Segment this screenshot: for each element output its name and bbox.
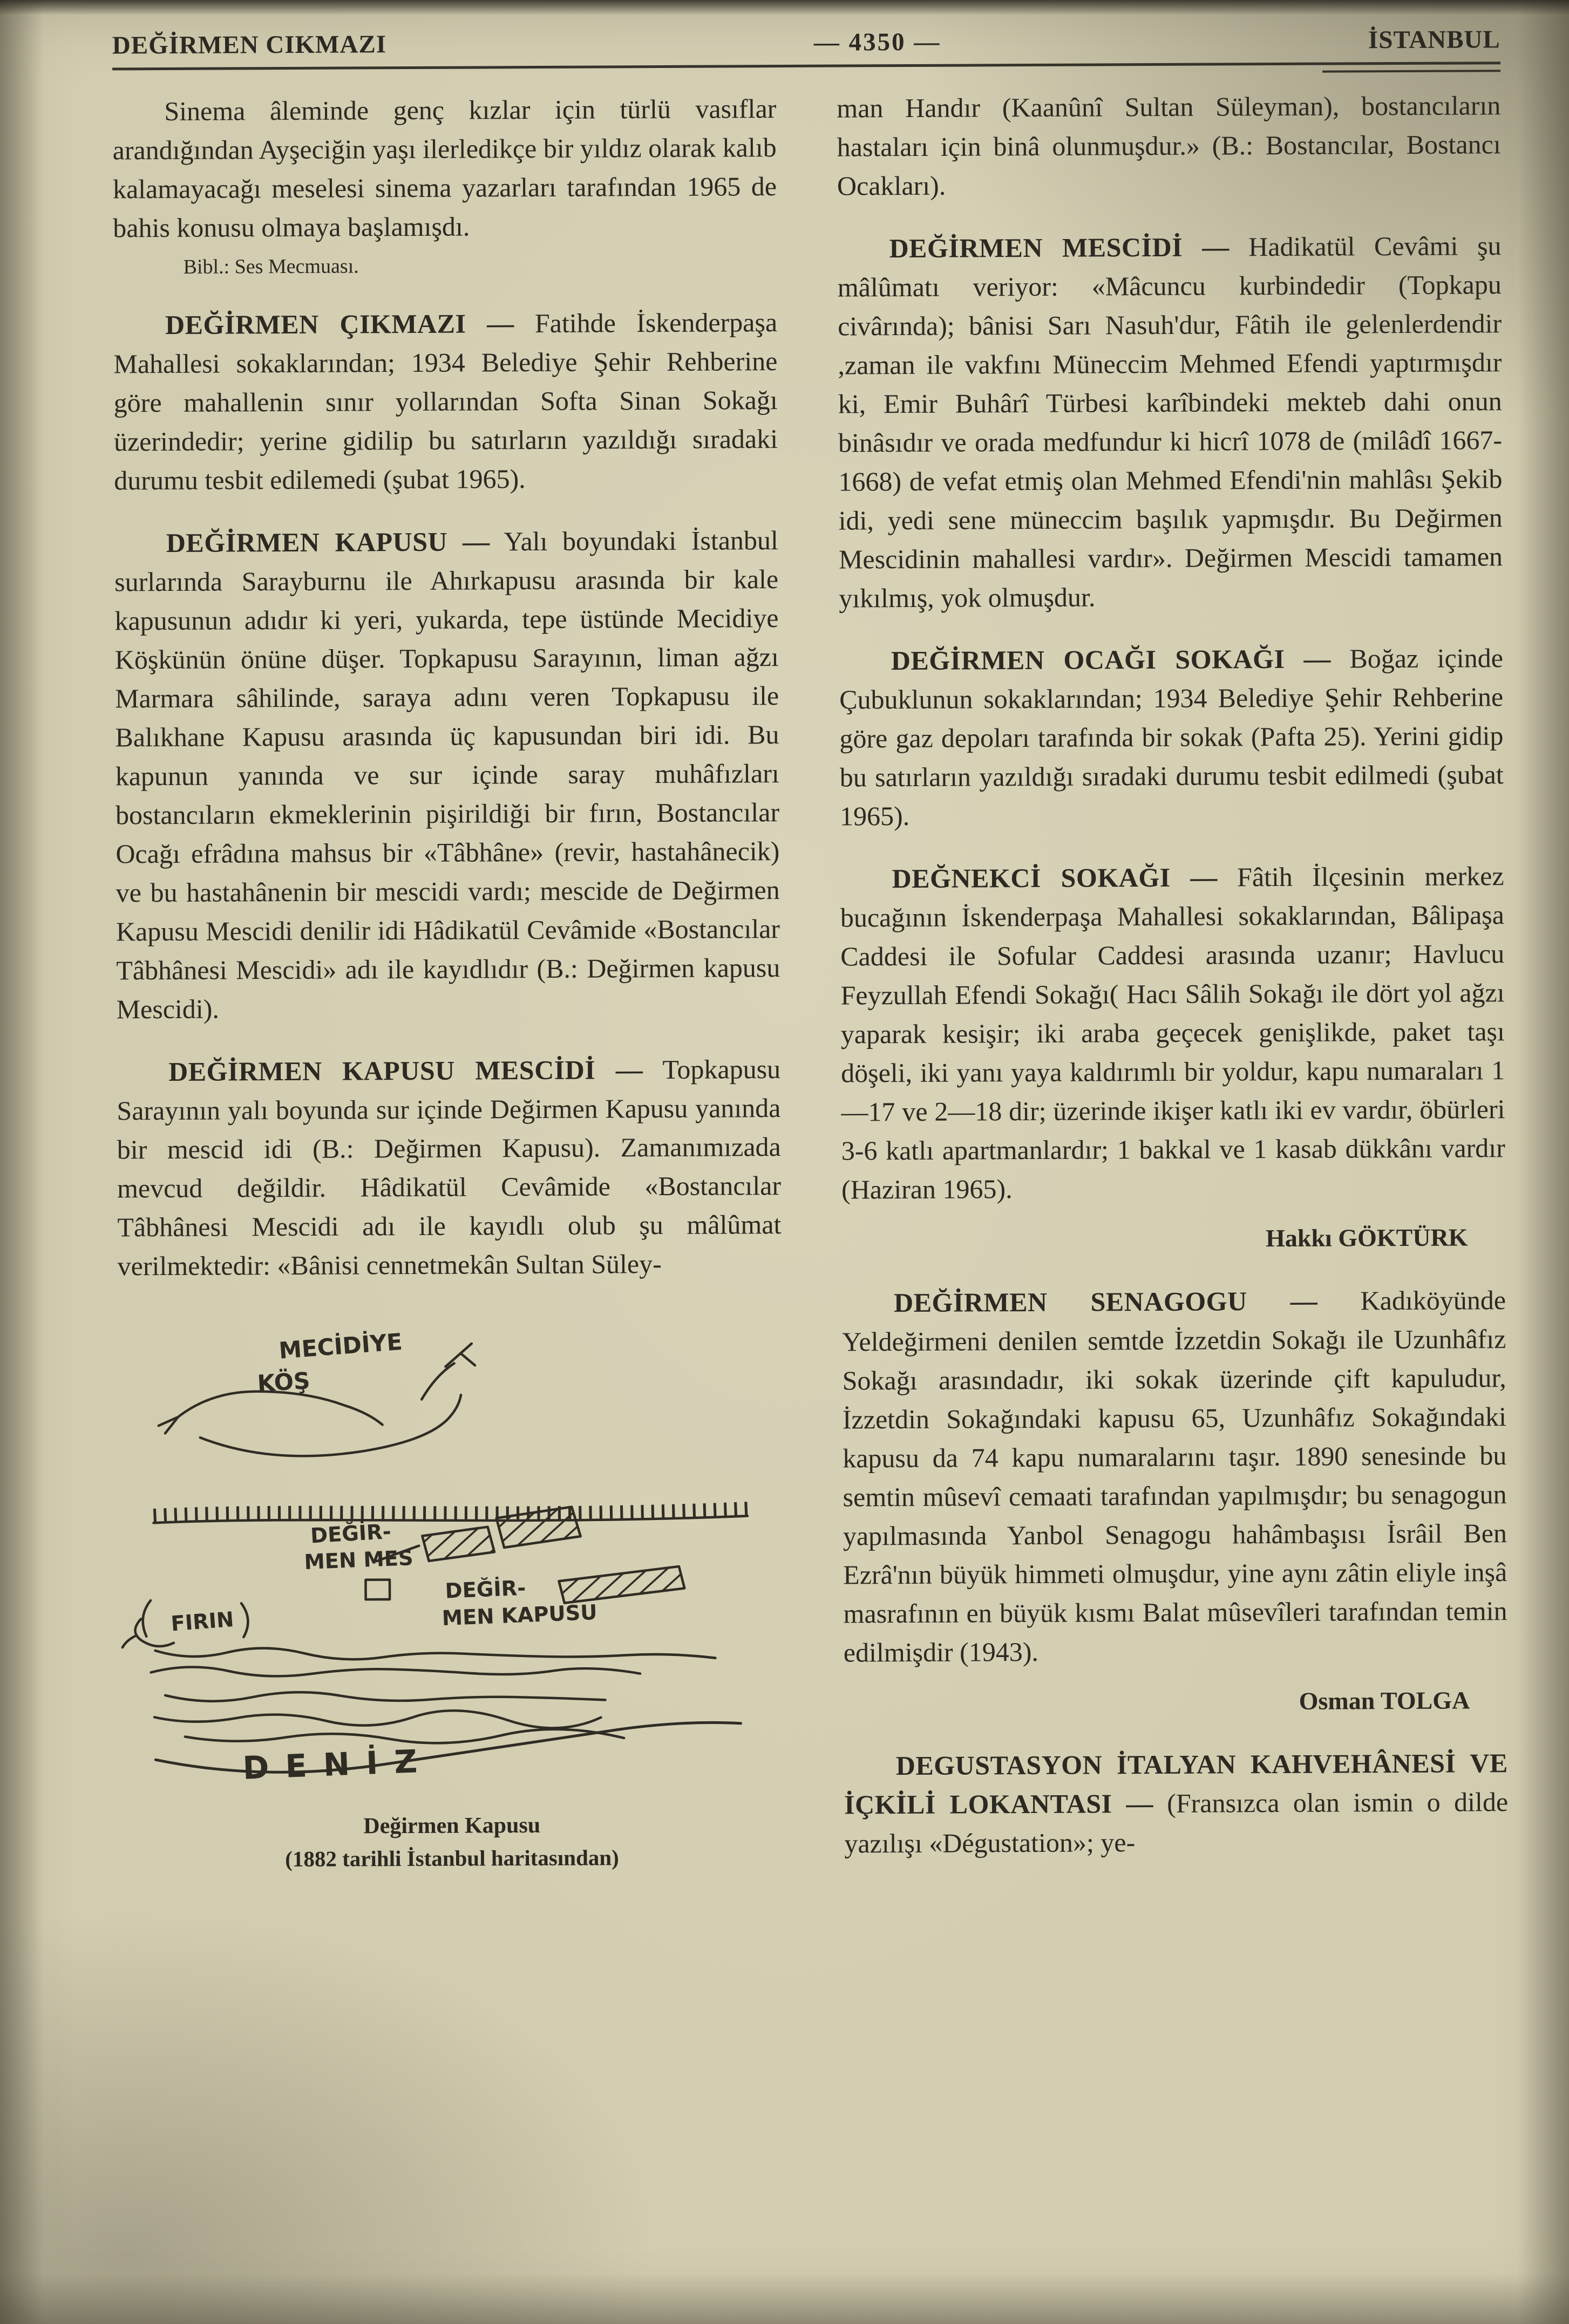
page-number: — 4350 — xyxy=(813,28,941,57)
large-building xyxy=(497,1507,581,1548)
entry-text: Kadıköyünde Yeldeğirmeni denilen semtde İzzetdin Sokağı ile Uzunhâfız Sokağı arasındadır, iki sokak üzerinde çift kapuludur, İzzetdin Sokağındaki kapusu 65, Uzunhâfız Sokağındaki kapusu da 74 kapu numaralarını taşır. 1890 senesinde bu semtin mûsevî cemaati tarafından yapılmışdır; bu senagogun yapılmasında Yanbol Senagogu hahâmbaşısı İsrâil Ben Ezrâ'nın büyük himmeti olmuşdur, yine aynı zâtin eliyle inşâ masrafının en büyük kısmı Balat mûsevîleri tarafından temin edilmişdir (1943). xyxy=(842,1285,1507,1668)
map-label-degirmen-mes-2: MEN MES xyxy=(303,1546,414,1575)
entry-paragraph xyxy=(117,1049,782,1285)
small-square-building xyxy=(365,1580,390,1600)
header-entry-title: DEĞİRMEN CIKMAZI xyxy=(112,30,387,60)
kosk-shore-line xyxy=(200,1395,461,1456)
bibliography-line xyxy=(113,250,777,282)
map-label-kosk: KÖŞ xyxy=(256,1368,311,1398)
wave-4 xyxy=(154,1710,601,1730)
wave-1 xyxy=(155,1646,716,1660)
entry-text: Fatihde İskenderpaşa Mahallesi sokaklarından; 1934 Belediye Şehir Rehberine göre mahallenin sınır yollarından Softa Sinan Sokağı üzerindedir; yerine gidilip bu satırların yazıldığı sıradaki durumu tesbit edilemedi (şubat 1965). xyxy=(113,307,778,496)
entry-title: DEĞİRMEN MESCİDİ — xyxy=(889,231,1230,264)
map-label-mecidiye: MECİDİYE xyxy=(278,1328,404,1365)
degirmen-mescidi-building xyxy=(422,1527,494,1561)
map-label-firin: FIRIN xyxy=(170,1607,235,1637)
entry-text: Hadikatül Cevâmi şu mâlûmatı veriyor: «Mâcuncu kurbindedir (Topkapu civârında); bânisi Sarı Nasuh'dur, Fâtih ile gelenlerdendir ,zaman ile vakfını Müneccim Mehmed Efendi yaptırmışdır ki, Emir Buhârî Türbesi karîbindeki mekteb dahi onun binâsıdır ve orada medfundur ki hicrî 1078 de (milâdî 1667-1668) de vefat etmiş olan Mehmed Efendi'nin mahlâsı Şekib idi, yedi sene müneccim başılık yapmışdır. Bu Değirmen Mescidinin mahallesi vardır». Değirmen Mescidi tamamen yıkılmış, yok olmuşdur. xyxy=(837,230,1503,614)
figure-caption-source: (1882 tarihli İstanbul haritasından) xyxy=(285,1845,619,1872)
kosk-arrow xyxy=(159,1417,179,1434)
entry-paragraph xyxy=(844,1743,1509,1863)
entry-text: Yalı boyundaki İstanbul surlarında Sarayburnu ile Ahırkapusu arasında bir kale kapusunun adıdır ki yeri, yukarda, tepe üstünde Mecidiye Köşkünün önüne düşer. Topkapusu Sarayının, liman ağzı Marmara sâhilinde, saraya adını veren Topkapusu ile Balıkhane Kapusu arasında üç kapusundan biri idi. Bu kapunun yanında ve sur içinde saray muhâfızları bostancıların ekmeklerinin pişirildiği bir fırın, Bostancılar Ocağı efrâdına mahsus bir «Tâbhâne» (revir, hastahânecik) ve bu hastahânenin bir mescidi vardı; mescide de Değirmen Kapusu Mescidi denilir idi Hâdikatül Cevâmide «Bostancılar Tâbhânesi Mescidi» adı ile kayıdlıdır (B.: Değirmen kapusu Mescidi). xyxy=(114,525,780,1025)
wall-ticks xyxy=(153,1508,748,1515)
text-columns xyxy=(112,86,1508,1876)
entry-paragraph xyxy=(840,856,1505,1209)
author-signature xyxy=(844,1681,1470,1722)
entry-paragraph xyxy=(114,521,780,1028)
author-name: Hakkı GÖKTÜRK xyxy=(1265,1223,1468,1252)
wall-line xyxy=(153,1516,748,1523)
right-column xyxy=(837,86,1508,1873)
entry-paragraph xyxy=(842,1280,1507,1672)
kosk-flag-mark xyxy=(445,1344,475,1367)
firin-paren-right xyxy=(241,1603,248,1637)
continuation-paragraph xyxy=(837,86,1501,205)
entry-paragraph xyxy=(839,638,1504,835)
map-label-degirmen-mes-1: DEĞİR- xyxy=(310,1519,392,1549)
figure-caption xyxy=(120,1808,784,1876)
wave-5 xyxy=(185,1729,624,1744)
left-column xyxy=(112,89,784,1876)
entry-title: DEĞNEKCİ SOKAĞI — xyxy=(892,862,1218,894)
entry-title: DEGUSTASYON İTALYAN KAHVEHÂNESİ VE İÇKİLİ LOKANTASI — xyxy=(844,1748,1508,1820)
author-signature xyxy=(841,1218,1468,1259)
entry-text: Topkapusu Sarayının yalı boyunda sur içinde Değirmen Kapusu yanında bir mescid idi (B.: Değirmen Kapusu). Zamanımızada mevcud değildir. Hâdikatül Cevâmide «Bostancılar Tâbhânesi Mescidi adı ile kayıdlı olub şu mâlûmat verilmektedir: «Bânisi cennetmekân Sultan Süley- xyxy=(117,1054,782,1282)
header-rule-right xyxy=(1322,70,1500,72)
firin-paren-left xyxy=(143,1600,151,1637)
wave-3 xyxy=(165,1691,605,1702)
entry-text: Boğaz içinde Çubuklunun sokaklarından; 1934 Belediye Şehir Rehberine göre gaz depoları tarafında bir sokak (Pafta 25). Yerini gidip bu satırların yazıldığı sıradaki durumu tesbit edilmedi (şubat 1965). xyxy=(839,643,1504,832)
running-header xyxy=(112,25,1500,60)
entry-title: DEĞİRMEN KAPUSU — xyxy=(166,526,490,558)
map-drawing xyxy=(118,1320,784,1797)
entry-paragraph xyxy=(837,226,1503,617)
degirmen-kapusu-building xyxy=(559,1566,684,1603)
paragraph-text: Sinema âleminde genç kızlar için türlü vasıflar arandığından Ayşeciğin yaşı ilerledikçe bir yıldız olarak kalıb kalamayacağı meselesi sinema yazarları tarafından 1965 de bahis konusu olmaya başlamışdı. xyxy=(112,93,777,243)
entry-title: DEĞİRMEN SENAGOGU — xyxy=(893,1285,1318,1318)
paragraph-text: man Handır (Kaanûnî Sultan Süleyman), bostancıların hastaları için binâ olunmuşdur.» (B.: Bostancılar, Bostancı Ocakları). xyxy=(837,90,1501,201)
figure-caption-title: Değirmen Kapusu xyxy=(363,1812,541,1839)
map-figure xyxy=(118,1320,784,1876)
entry-title: DEĞİRMEN OCAĞI SOKAĞI — xyxy=(891,643,1332,676)
map-label-deniz: DENİZ xyxy=(242,1742,434,1787)
wave-2 xyxy=(151,1665,640,1677)
header-rule xyxy=(112,62,1500,70)
map-label-degirmen-kapusu-2: MEN KAPUSU xyxy=(442,1600,598,1631)
entry-title: DEĞİRMEN ÇIKMAZI — xyxy=(165,308,514,340)
entry-text: (Fransızca olan ismin o dilde yazılışı «Dégustation»; ye- xyxy=(844,1787,1509,1859)
map-label-degirmen-kapusu-1: DEĞİR- xyxy=(444,1576,527,1604)
firin-tail xyxy=(123,1635,137,1647)
bibliography-text: Bibl.: Ses Mecmuası. xyxy=(183,255,359,278)
header-volume-title: İSTANBUL xyxy=(1368,25,1500,54)
paragraph xyxy=(112,89,777,247)
firin-smoke xyxy=(135,1619,174,1646)
entry-title: DEĞİRMEN KAPUSU MESCİDİ — xyxy=(168,1054,643,1087)
entry-text: Fâtih İlçesinin merkez bucağının İskenderpaşa Mahallesi sokaklarından, Bâlipaşa Caddesi ile Sofular Caddesi arasında uzanır; Havlucu Feyzullah Efendi Sokağı( Hacı Sâlih Sokağı ile dört yol ağzı yaparak kesişir; iki araba geçecek genişlikde, paket taşı döşeli, iki yanı yaya kaldırımlı bir yoldur, kapu numaraları 1—17 ve 2—18 dir; üzerinde ikişer katlı iki ev vardır, öbürleri 3-6 katlı apartmanlardır; 1 bakkal ve 1 kasab dükkânı vardır (Haziran 1965). xyxy=(840,861,1505,1205)
entry-paragraph xyxy=(113,303,778,500)
author-name: Osman TOLGA xyxy=(1299,1686,1470,1715)
kosk-slope-line xyxy=(422,1364,454,1400)
